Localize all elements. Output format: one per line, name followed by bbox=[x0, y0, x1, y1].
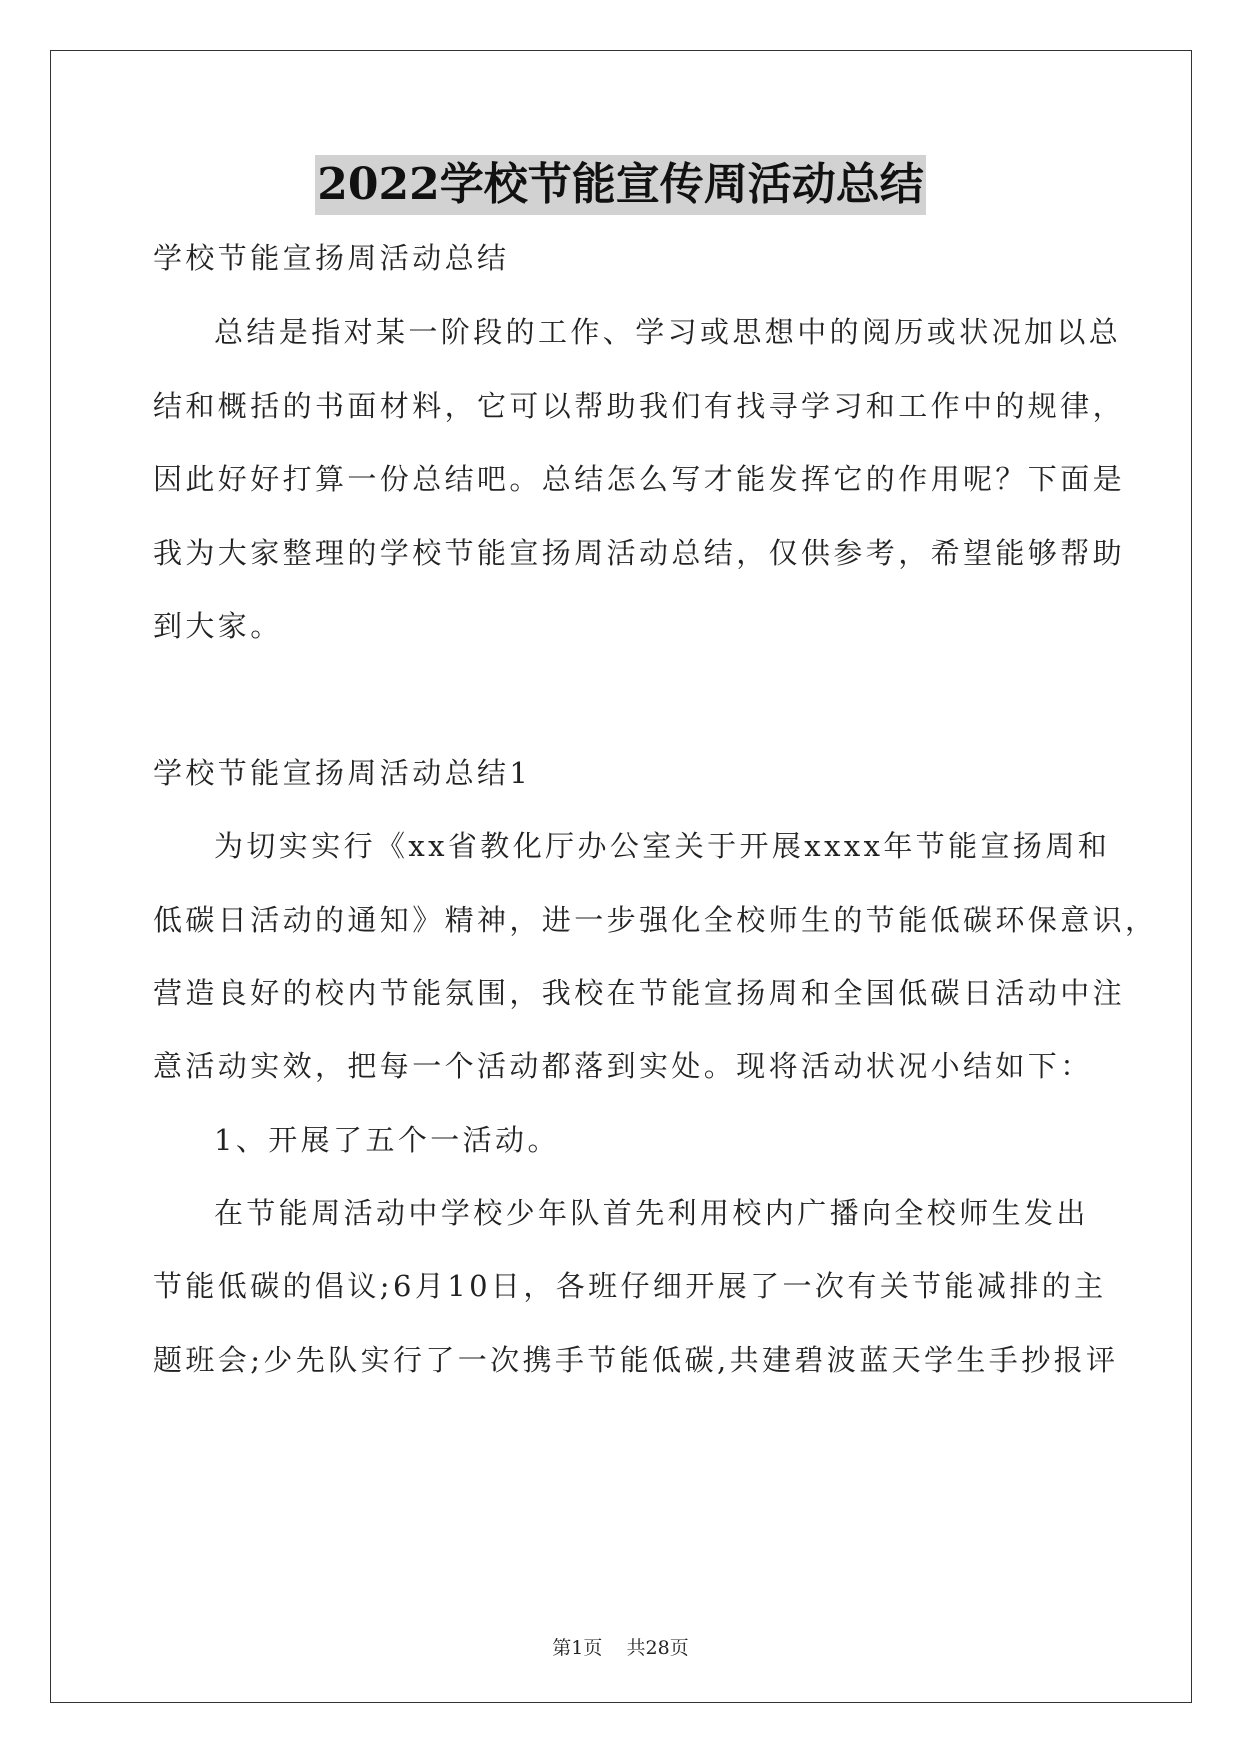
intro-line-3: 因此好好打算一份总结吧。总结怎么写才能发挥它的作用呢？下面是 bbox=[153, 462, 1126, 496]
document-title: 2022学校节能宣传周活动总结 bbox=[315, 155, 925, 215]
subtitle: 学校节能宣扬周活动总结 bbox=[153, 241, 510, 275]
title-container bbox=[0, 155, 1241, 215]
intro-line-1: 总结是指对某一阶段的工作、学习或思想中的阅历或状况加以总 bbox=[214, 315, 1122, 349]
section-line-4: 意活动实效，把每一个活动都落到实处。现将活动状况小结如下： bbox=[153, 1049, 1093, 1083]
section-line-2: 低碳日活动的通知》精神，进一步强化全校师生的节能低碳环保意识， bbox=[153, 903, 1158, 937]
section-heading: 学校节能宣扬周活动总结1 bbox=[153, 756, 532, 790]
section-line-3: 营造良好的校内节能氛围，我校在节能宣扬周和全国低碳日活动中注 bbox=[153, 976, 1126, 1010]
page-border bbox=[50, 50, 1192, 1703]
body-line-3: 题班会;少先队实行了一次携手节能低碳,共建碧波蓝天学生手抄报评 bbox=[153, 1343, 1119, 1377]
intro-line-4: 我为大家整理的学校节能宣扬周活动总结，仅供参考，希望能够帮助 bbox=[153, 536, 1126, 570]
section-line-1: 为切实实行《xx省教化厅办公室关于开展xxxx年节能宣扬周和 bbox=[214, 829, 1111, 863]
list-item-1: 1、开展了五个一活动。 bbox=[214, 1123, 560, 1157]
body-line-1: 在节能周活动中学校少年队首先利用校内广播向全校师生发出 bbox=[214, 1196, 1089, 1230]
intro-line-5: 到大家。 bbox=[153, 609, 283, 643]
page-footer: 第1页 共28页 bbox=[552, 1637, 689, 1659]
body-line-2: 节能低碳的倡议;6月10日，各班仔细开展了一次有关节能减排的主 bbox=[153, 1269, 1107, 1303]
intro-line-2: 结和概括的书面材料，它可以帮助我们有找寻学习和工作中的规律， bbox=[153, 389, 1126, 423]
